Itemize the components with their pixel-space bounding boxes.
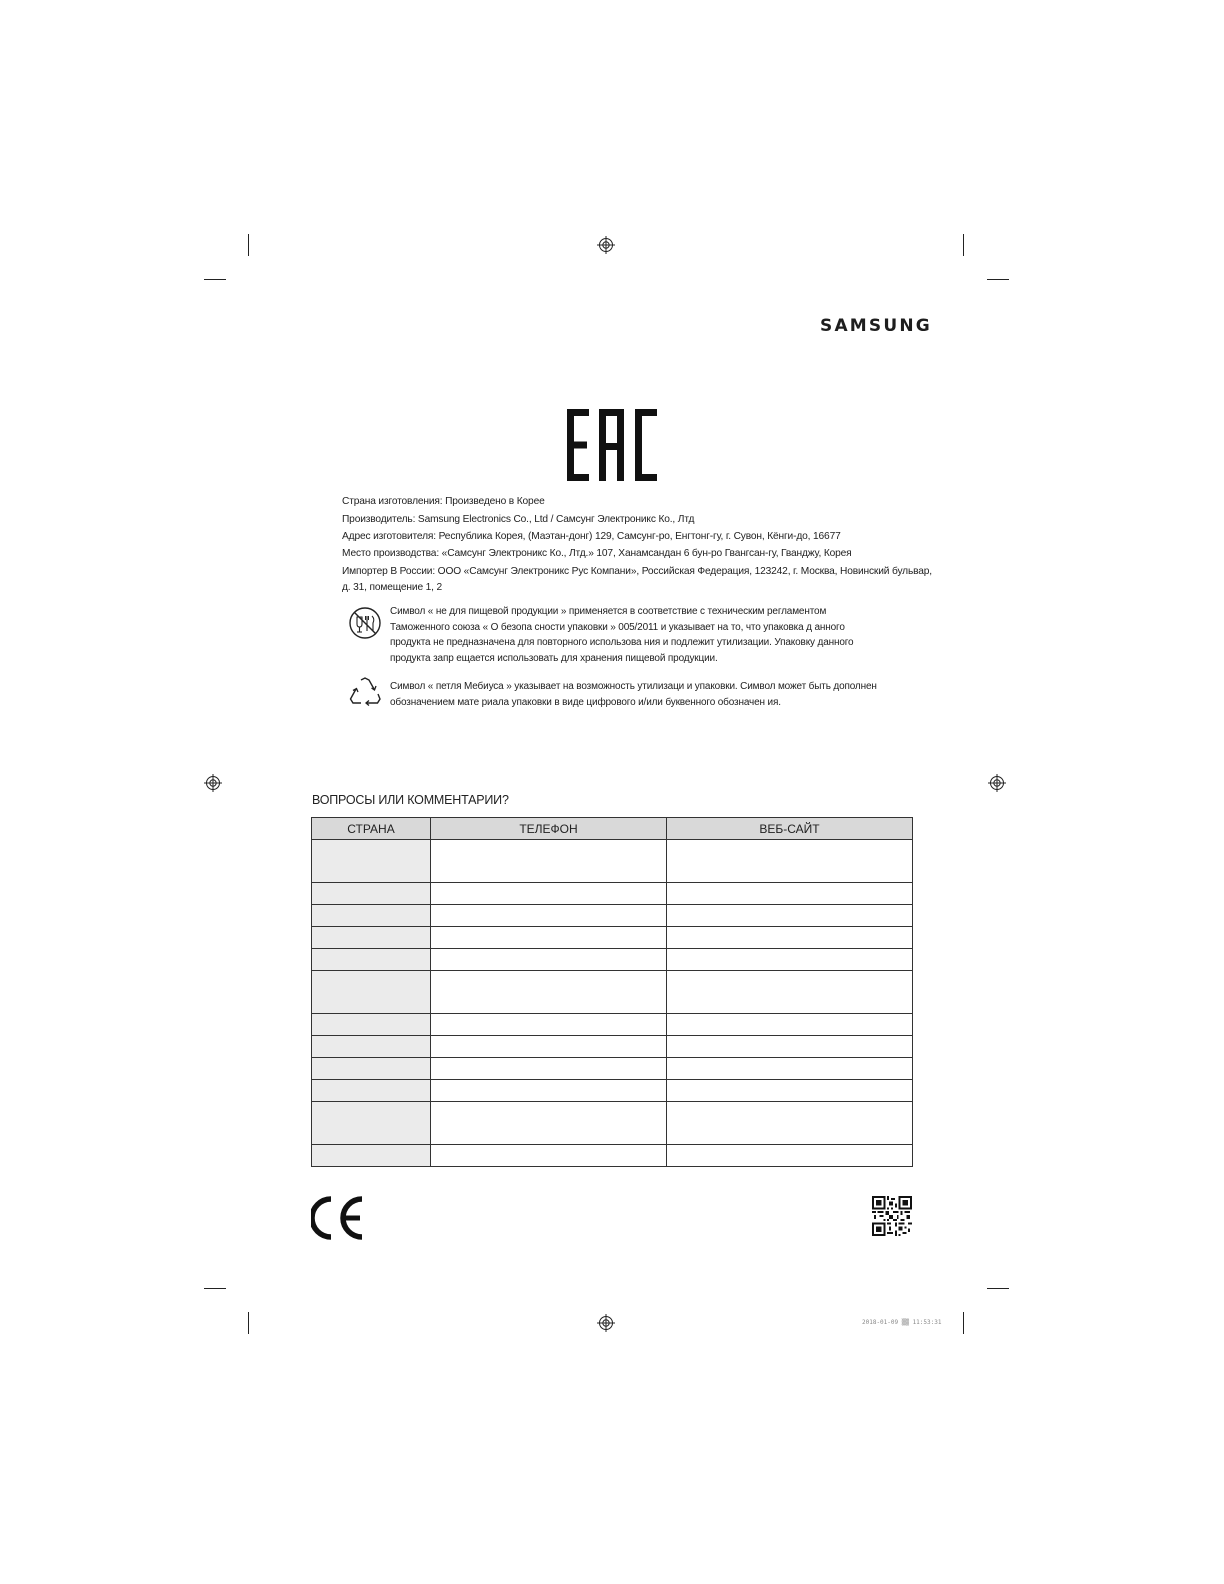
website-cell — [667, 949, 913, 971]
qr-code-icon — [872, 1196, 912, 1236]
print-stamp: 2018-01-09 ▒▒ 11:53:31 — [862, 1319, 942, 1326]
website-cell — [667, 1145, 913, 1167]
crop-mark-top-left-h — [204, 279, 226, 280]
crop-mark-top-right — [963, 234, 964, 256]
table-row — [312, 971, 913, 1014]
registration-mark-icon — [204, 774, 222, 792]
country-cell — [312, 905, 431, 927]
country-cell — [312, 949, 431, 971]
questions-title: ВОПРОСЫ ИЛИ КОММЕНТАРИИ? — [312, 793, 509, 807]
table-row — [312, 1058, 913, 1080]
phone-cell — [431, 1014, 667, 1036]
website-cell — [667, 1080, 913, 1102]
country-cell — [312, 971, 431, 1014]
table-row — [312, 883, 913, 905]
table-row — [312, 949, 913, 971]
crop-mark-bottom-left — [248, 1312, 249, 1334]
country-cell — [312, 1145, 431, 1167]
phone-cell — [431, 927, 667, 949]
table-header-row — [312, 818, 913, 840]
column-header-phone: ТЕЛЕФОН — [431, 818, 667, 840]
mobius-loop-icon — [348, 676, 382, 708]
website-cell — [667, 1058, 913, 1080]
website-cell — [667, 840, 913, 883]
phone-cell — [431, 883, 667, 905]
table-row — [312, 840, 913, 883]
crop-mark-top-right-h — [987, 279, 1009, 280]
column-header-country: СТРАНА — [312, 818, 431, 840]
info-importer: Импортер В России: ООО «Самсунг Электроникс Рус Компани», Российская Федерация, 123242, г. Москва, Новинский бульвар, — [342, 566, 932, 577]
website-cell — [667, 905, 913, 927]
info-importer-continued: д. 31, помещение 1, 2 — [342, 582, 443, 593]
country-cell — [312, 883, 431, 905]
info-country-of-origin: Страна изготовления: Произведено в Корее — [342, 496, 545, 507]
mobius-loop-text: Символ « петля Мебиуса » указывает на возможность утилизаци и упаковки. Символ может быть дополнен обозначением мате риала упаковки в виде цифрового и/или буквенного обозначен ия. — [390, 681, 877, 708]
country-cell — [312, 1036, 431, 1058]
country-cell — [312, 927, 431, 949]
eac-mark-icon — [567, 409, 657, 481]
table-row — [312, 1080, 913, 1102]
table-row — [312, 1102, 913, 1145]
table-row — [312, 905, 913, 927]
crop-mark-top-left — [248, 234, 249, 256]
website-cell — [667, 971, 913, 1014]
phone-cell — [431, 1102, 667, 1145]
info-production-site: Место производства: «Самсунг Электроникс Ко., Лтд.» 107, Ханамсандан 6 бун-ро Гвангсан-гу, Гванджу, Корея — [342, 548, 852, 559]
ce-mark-icon — [311, 1196, 367, 1240]
country-cell — [312, 840, 431, 883]
website-cell — [667, 927, 913, 949]
not-for-food-text: Символ « не для пищевой продукции » применяется в соответствие с техническим регламентом Таможенного союза « О безопа сности упаковки » 005/2011 и указывает на то, что упаковка д анного продукта не предназначена для повторного использова ния и подлежит утилизации. Упаковку данного продукта запр ещается использовать для хранения пищевой продукции. — [390, 606, 854, 664]
website-cell — [667, 883, 913, 905]
crop-mark-bottom-left-h — [204, 1288, 226, 1289]
country-cell — [312, 1102, 431, 1145]
phone-cell — [431, 1145, 667, 1167]
not-for-food-icon — [348, 606, 382, 640]
registration-mark-icon — [597, 236, 615, 254]
phone-cell — [431, 949, 667, 971]
crop-mark-bottom-right — [963, 1312, 964, 1334]
column-header-website: ВЕБ-САЙТ — [667, 818, 913, 840]
table-row — [312, 1014, 913, 1036]
phone-cell — [431, 971, 667, 1014]
info-manufacturer-address: Адрес изготовителя: Республика Корея, (Маэтан-донг) 129, Самсунг-ро, Енгтонг-гу, г. Сувон, Кёнги-до, 16677 — [342, 531, 841, 542]
contacts-table — [311, 817, 913, 1167]
country-cell — [312, 1014, 431, 1036]
country-cell — [312, 1080, 431, 1102]
samsung-logo: SAMSUNG — [820, 316, 932, 336]
website-cell — [667, 1102, 913, 1145]
country-cell — [312, 1058, 431, 1080]
crop-mark-bottom-right-h — [987, 1288, 1009, 1289]
registration-mark-icon — [597, 1314, 615, 1332]
table-row — [312, 1036, 913, 1058]
website-cell — [667, 1036, 913, 1058]
table-row — [312, 927, 913, 949]
phone-cell — [431, 1058, 667, 1080]
registration-mark-icon — [988, 774, 1006, 792]
phone-cell — [431, 1080, 667, 1102]
phone-cell — [431, 1036, 667, 1058]
website-cell — [667, 1014, 913, 1036]
table-row — [312, 1145, 913, 1167]
info-manufacturer: Производитель: Samsung Electronics Co., Ltd / Самсунг Электроникс Ко., Лтд — [342, 514, 695, 525]
phone-cell — [431, 840, 667, 883]
phone-cell — [431, 905, 667, 927]
